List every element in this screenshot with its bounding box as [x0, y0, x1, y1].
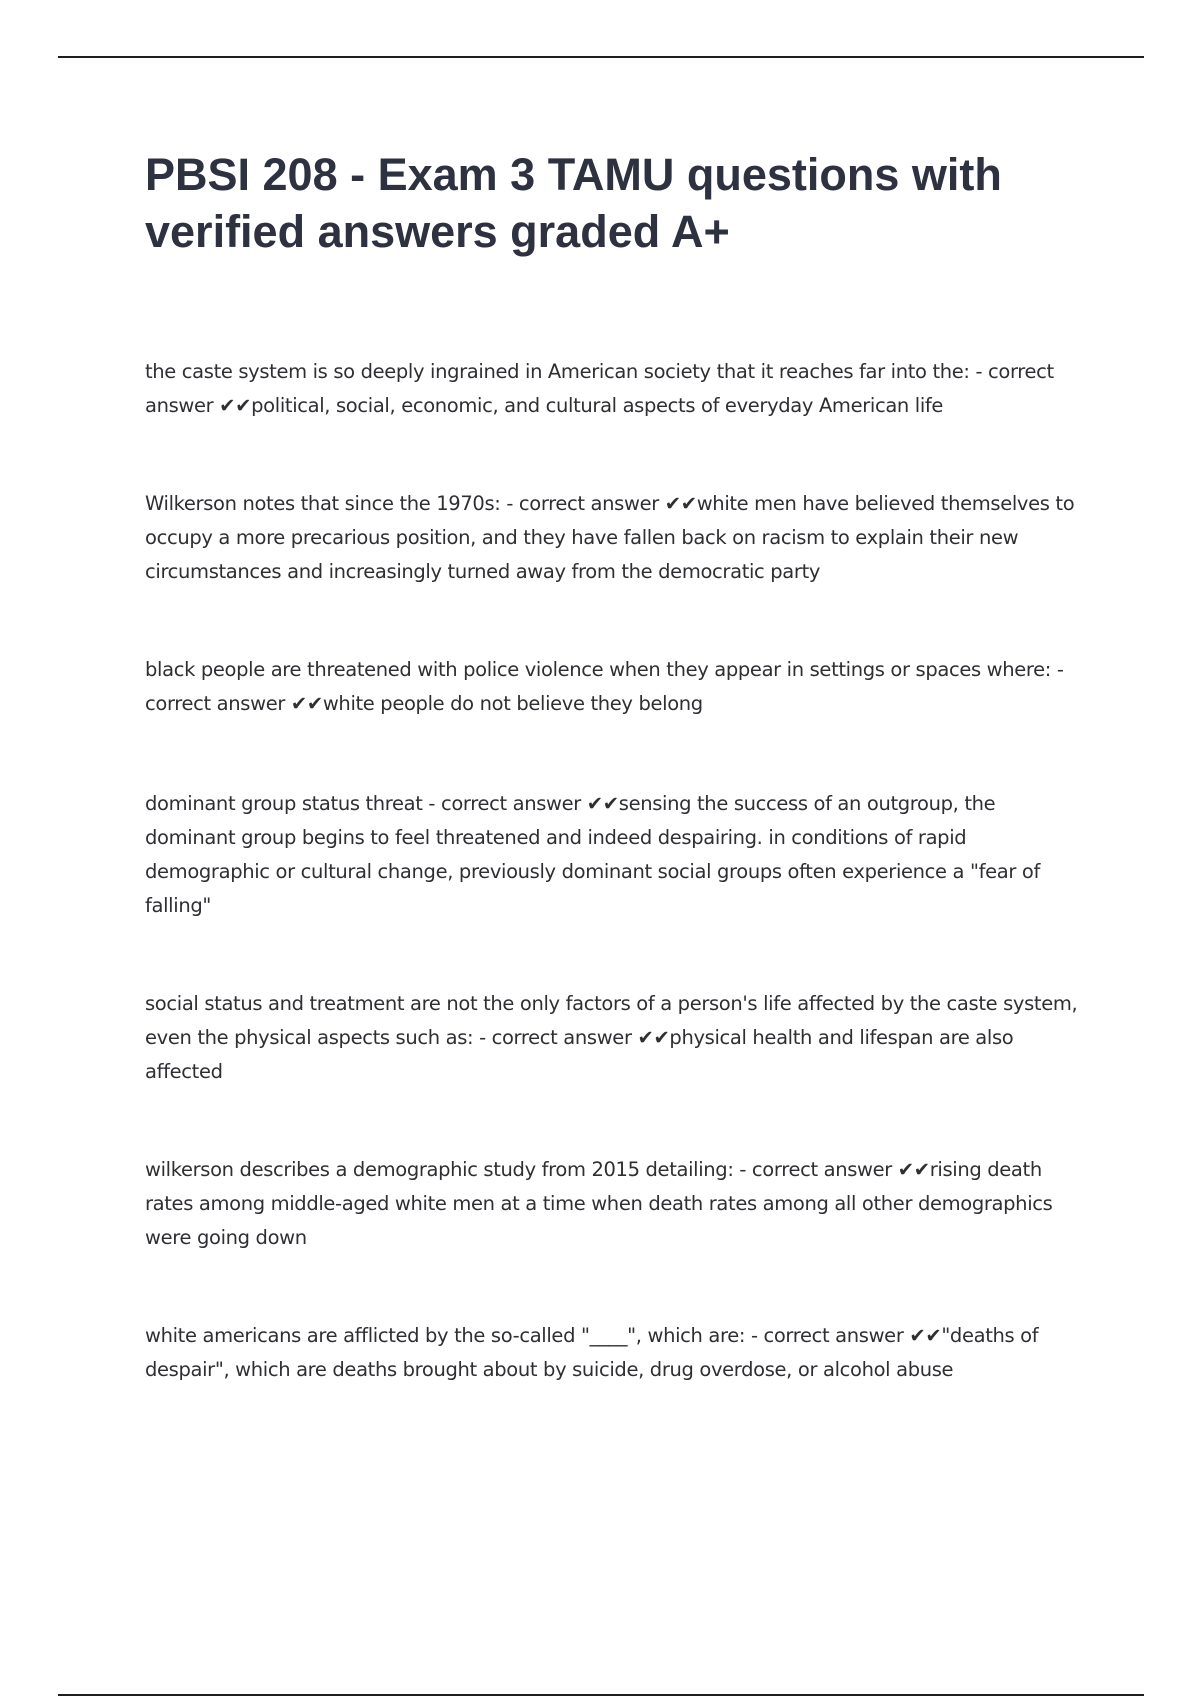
qa-item: dominant group status threat - correct answer ✔✔sensing the success of an outgroup, the dominant group begins to feel threatened and indeed despairing. in conditions of rapid demographic or cultural change, previously dominant social groups often experience a "fear of falling": [145, 792, 1040, 917]
qa-item: social status and treatment are not the only factors of a person's life affected by the caste system, even the physical aspects such as: - correct answer ✔✔physical health and lifespan are also affected: [145, 992, 1078, 1083]
qa-item: the caste system is so deeply ingrained in American society that it reaches far into the: - correct answer ✔✔political, social, economic, and cultural aspects of everyday American life: [145, 360, 1054, 417]
bottom-divider: [58, 1694, 1144, 1696]
document-title: PBSI 208 - Exam 3 TAMU questions with verified answers graded A+: [145, 149, 1002, 257]
qa-item: Wilkerson notes that since the 1970s: - correct answer ✔✔white men have believed themselves to occupy a more precarious position, and they have fallen back on racism to explain their new circumstances and increasingly turned away from the democratic party: [145, 492, 1075, 583]
qa-item: black people are threatened with police violence when they appear in settings or spaces where: - correct answer ✔✔white people do not believe they belong: [145, 658, 1064, 715]
qa-item: white americans are afflicted by the so-called "____", which are: - correct answer ✔✔"deaths of despair", which are deaths brought about by suicide, drug overdose, or alcohol abuse: [145, 1324, 1039, 1381]
qa-item: wilkerson describes a demographic study from 2015 detailing: - correct answer ✔✔rising death rates among middle-aged white men at a time when death rates among all other demographics were going down: [145, 1158, 1053, 1249]
qa-list: [145, 355, 1090, 1387]
top-divider: [58, 56, 1144, 58]
